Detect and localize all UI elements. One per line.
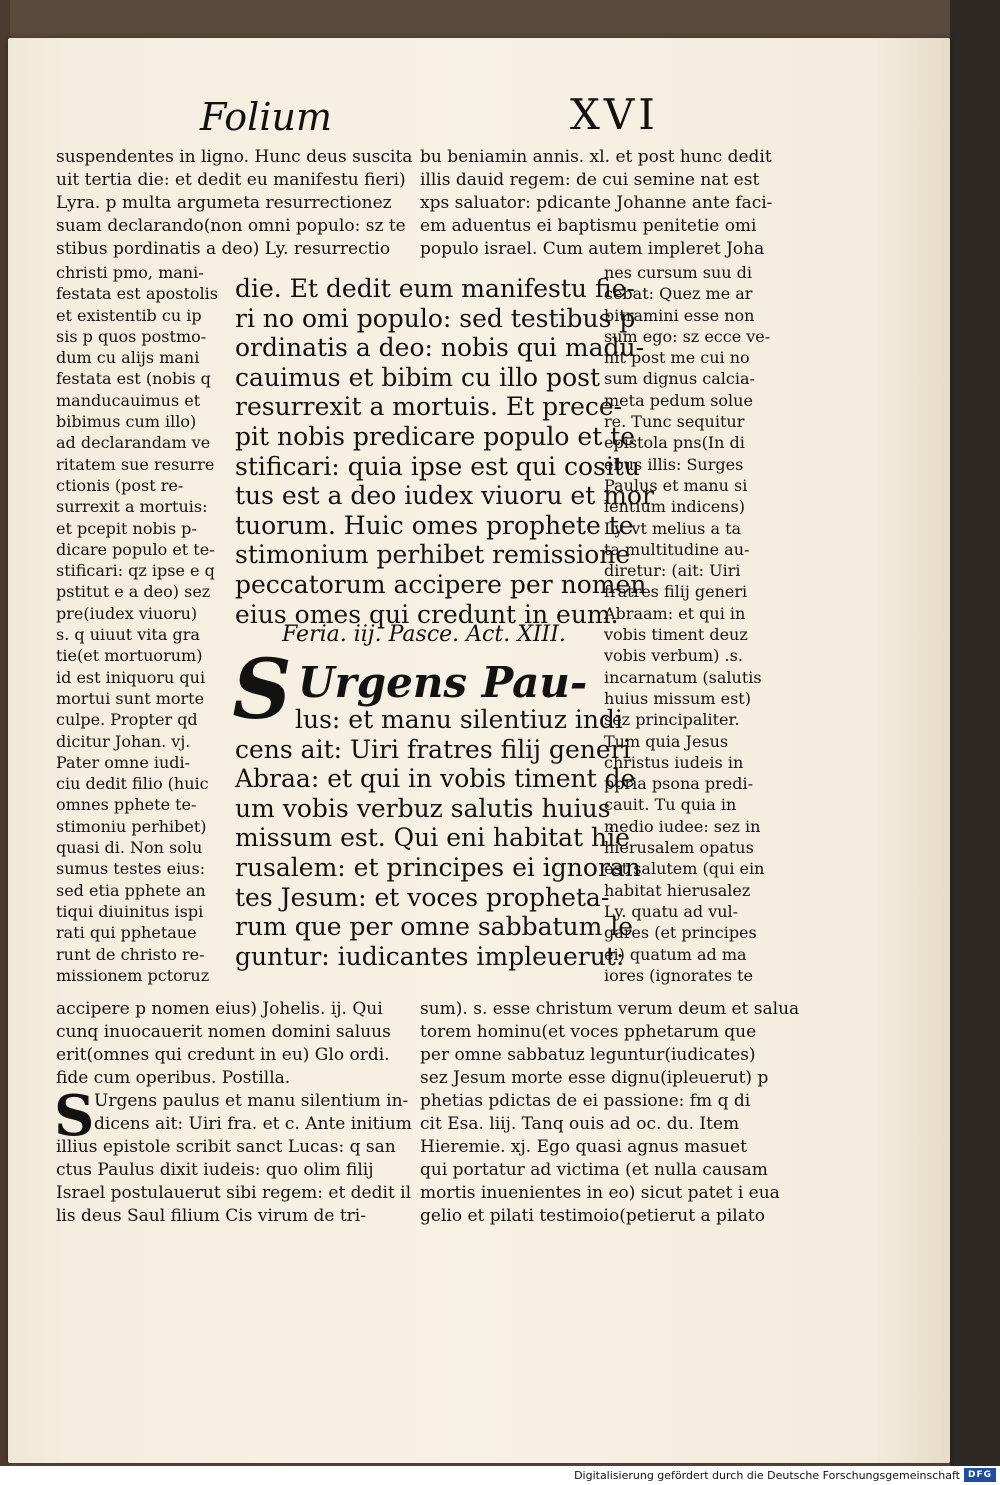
text-line: medio iudee: sez in <box>604 816 761 836</box>
text-line: Tum quia Jesus <box>604 731 729 751</box>
text-line: meta pedum solue <box>604 390 753 410</box>
text-line: est salutem (qui ein <box>604 859 765 879</box>
text-line: ebus illis: Surges <box>604 454 744 474</box>
text-line: ritatem sue resurre <box>56 454 215 474</box>
text-line: ppria psona predi- <box>604 774 754 794</box>
top-right-column <box>420 146 780 261</box>
text-line: christus iudeis in <box>604 752 744 772</box>
text-line: lus: et manu silentiuz indi <box>295 705 623 734</box>
text-line: cens ait: Uiri fratres filij generi <box>235 734 631 764</box>
text-line: sum ego: sz ecce ve- <box>604 326 771 346</box>
folio-label: Folium <box>200 95 332 139</box>
text-line: bitramini esse non <box>604 305 755 325</box>
text-line: bibimus cum illo) <box>56 412 197 432</box>
text-line: gelio et pilati testimoio(petierut a pilato <box>420 1206 765 1226</box>
text-line: dum cu alijs mani <box>56 348 200 368</box>
text-line: fide cum operibus. Postilla. <box>56 1068 291 1088</box>
text-line: et existentib cu ip <box>56 305 202 325</box>
text-line: christi pmo, mani- <box>56 263 204 282</box>
text-line: sed etia pphete an <box>56 880 206 900</box>
text-line: pre(iudex viuoru) <box>56 603 198 623</box>
text-line: incarnatum (salutis <box>604 667 762 687</box>
text-line: Abraam: et qui in <box>604 603 746 623</box>
text-line: missionem pctoruz <box>56 965 210 985</box>
text-line: accipere p nomen eius) Johelis. ij. Qui <box>56 999 383 1019</box>
lesson-heading: Feria. iij. Pasce. Act. XIII. <box>282 622 566 647</box>
text-line: epistola pns(In di <box>604 433 745 453</box>
text-line: cebat: Quez me ar <box>604 284 753 304</box>
text-line: phetias pdictas de ei passione: fm q di <box>420 1091 751 1111</box>
text-line: suspendentes in ligno. Hunc deus suscita <box>56 147 413 167</box>
top-left-column <box>56 146 413 261</box>
text-line: stimoniu perhibet) <box>56 816 207 836</box>
text-line: vobis verbum) .s. <box>604 646 743 666</box>
text-line: peccatorum accipere per nomen <box>235 569 647 599</box>
postilla-text <box>56 1090 412 1228</box>
text-line: ctionis (post re- <box>56 475 184 495</box>
text-line: diretur: (ait: Uiri <box>604 561 741 581</box>
text-line: cauit. Tu quia in <box>604 795 737 815</box>
text-line: Ly. quatu ad vul- <box>604 901 739 921</box>
text-line: sez principaliter. <box>604 710 740 730</box>
text-line: guntur: iudicantes impleuerut: <box>235 941 625 971</box>
text-line: qui portatur ad victima (et nulla causam <box>420 1160 768 1180</box>
text-line: bu beniamin annis. xl. et post hunc dedit <box>420 147 772 167</box>
text-line: sumus testes eius: <box>56 859 206 879</box>
text-line: re. Tunc sequitur <box>604 412 745 432</box>
left-gloss-column <box>56 262 221 986</box>
text-line: sum). s. esse christum verum deum et salua <box>420 999 800 1019</box>
text-line: ta multitudine au- <box>604 539 750 559</box>
text-line: omnes pphete te- <box>56 795 197 815</box>
text-line: dicitur Johan. vj. <box>56 731 191 751</box>
text-line: resurrexit a mortuis. Et prece- <box>235 392 623 422</box>
text-line: sez Jesum morte esse dignu(ipleuerut) p <box>420 1068 769 1088</box>
text-line: Pater omne iudi- <box>56 752 191 772</box>
folio-number: XVI <box>570 90 659 139</box>
text-line: per omne sabbatuz leguntur(iudicates) <box>420 1045 756 1065</box>
text-line: Israel postulauerut sibi regem: et dedit il <box>56 1183 412 1203</box>
text-line: lentium indicens) <box>604 497 745 517</box>
text-line: cauimus et bibim cu illo post <box>235 362 600 392</box>
text-line: tiqui diuinitus ispi <box>56 901 204 921</box>
text-line: stificari: qz ipse e q <box>56 561 215 581</box>
text-line: gares (et principes <box>604 923 757 943</box>
text-line: sis p quos postmo- <box>56 326 207 346</box>
text-line: mortui sunt morte <box>56 688 205 708</box>
text-line: hierusalem opatus <box>604 838 754 858</box>
text-line: missum est. Qui eni habitat hie <box>235 823 630 853</box>
text-line: eius omes qui credunt in eum. <box>235 599 619 629</box>
text-line: huius missum est) <box>604 688 751 708</box>
text-line: manducauimus et <box>56 390 201 410</box>
incipit-text <box>235 705 641 971</box>
text-line: ad declarandam ve <box>56 433 211 453</box>
text-line: tie(et mortuorum) <box>56 646 203 666</box>
text-line: pstitut e a deo) sez <box>56 582 211 602</box>
text-line: tuorum. Huic omes prophete te <box>235 510 634 540</box>
text-line: festata est apostolis <box>56 284 218 304</box>
text-line: fratres filij generi <box>604 582 748 602</box>
text-line: festata est (nobis q <box>56 369 211 389</box>
text-line: sum dignus calcia- <box>604 369 755 389</box>
text-line: ei) quatum ad ma <box>604 944 747 964</box>
text-line: populo israel. Cum autem impleret Joha <box>420 239 765 259</box>
text-line: uit tertia die: et dedit eu manifestu fieri) <box>56 170 406 190</box>
text-line: rusalem: et principes ei ignoran <box>235 852 641 882</box>
text-line: vobis timent deuz <box>604 625 748 645</box>
text-line: illis dauid regem: de cui semine nat est <box>420 170 760 190</box>
text-line: rum que per omne sabbatum le <box>235 912 634 942</box>
scan-right-edge <box>950 0 1000 1466</box>
text-line: habitat hierusalez <box>604 880 751 900</box>
text-line: cunq inuocauerit nomen domini saluus <box>56 1022 391 1042</box>
text-line: dicare populo et te- <box>56 539 215 559</box>
postilla-initial: S <box>54 1083 95 1149</box>
text-line: ri no omi populo: sed testibus p <box>235 303 636 333</box>
text-line: stibus pordinatis a deo) Ly. resurrectio <box>56 239 391 259</box>
text-line: culpe. Propter qd <box>56 710 198 730</box>
text-line: torem hominu(et voces pphetarum que <box>420 1022 757 1042</box>
text-line: surrexit a mortuis: <box>56 497 208 517</box>
text-line: rati qui pphetaue <box>56 923 197 943</box>
text-line: lis deus Saul filium Cis virum de tri- <box>56 1206 366 1226</box>
text-line: Urgens paulus et manu silentium in- <box>94 1091 409 1111</box>
text-line: tus est a deo iudex viuoru et mor <box>235 481 654 511</box>
text-line: quasi di. Non solu <box>56 838 203 858</box>
text-line: id est iniquoru qui <box>56 667 206 687</box>
text-line: ciu dedit filio (huic <box>56 774 209 794</box>
text-line: xps saluator: pdicante Johanne ante faci- <box>420 193 773 213</box>
text-line: et pcepit nobis p- <box>56 518 197 538</box>
text-line: mortis inuenientes in eo) sicut patet i eua <box>420 1183 780 1203</box>
text-line: stificari: quia ipse est qui cositu <box>235 451 640 481</box>
text-line: Paulus et manu si <box>604 475 748 495</box>
text-line: iores (ignorates te <box>604 965 753 985</box>
text-line: um vobis verbuz salutis huius <box>235 793 611 823</box>
digitization-credit: Digitalisierung gefördert durch die Deutsche Forschungsgemeinschaft <box>574 1469 960 1482</box>
text-line: dicens ait: Uiri fra. et c. Ante initium <box>94 1114 412 1134</box>
text-line: nit post me cui no <box>604 348 750 368</box>
text-line: Lyra. p multa argumeta resurrectionez <box>56 193 392 213</box>
dfg-logo: DFG <box>964 1468 996 1482</box>
incipit-line: Urgens Pau- <box>298 658 588 707</box>
text-line: em aduentus ei baptismu penitetie omi <box>420 216 757 236</box>
text-line: erit(omnes qui credunt in eu) Glo ordi. <box>56 1045 390 1065</box>
text-line: tes Jesum: et voces propheta- <box>235 882 610 912</box>
text-line: nes cursum suu di <box>604 263 753 282</box>
main-text <box>235 274 654 629</box>
text-line: die. Et dedit eum manifestu fie- <box>235 274 635 303</box>
text-line: suam declarando(non omni populo: sz te <box>56 216 406 236</box>
lower-left-column <box>56 998 406 1090</box>
text-line: Hieremie. xj. Ego quasi agnus masuet <box>420 1137 747 1157</box>
text-line: s. q uiuut vita gra <box>56 625 200 645</box>
text-line: Abraa: et qui in vobis timent de <box>235 764 636 794</box>
lower-right-column <box>420 998 800 1228</box>
text-line: illius epistole scribit sanct Lucas: q san <box>56 1137 396 1157</box>
text-line: pit nobis predicare populo et te <box>235 421 636 451</box>
text-line: cit Esa. liij. Tanq ouis ad oc. du. Item <box>420 1114 740 1134</box>
text-line: stimonium perhibet remissione <box>235 540 631 570</box>
text-line: ctus Paulus dixit iudeis: quo olim filij <box>56 1160 374 1180</box>
text-line: ordinatis a deo: nobis qui madu- <box>235 333 645 363</box>
text-line: runt de christo re- <box>56 944 205 964</box>
text-line: Ly. vt melius a ta <box>604 518 742 538</box>
decorated-initial: S <box>232 642 292 738</box>
